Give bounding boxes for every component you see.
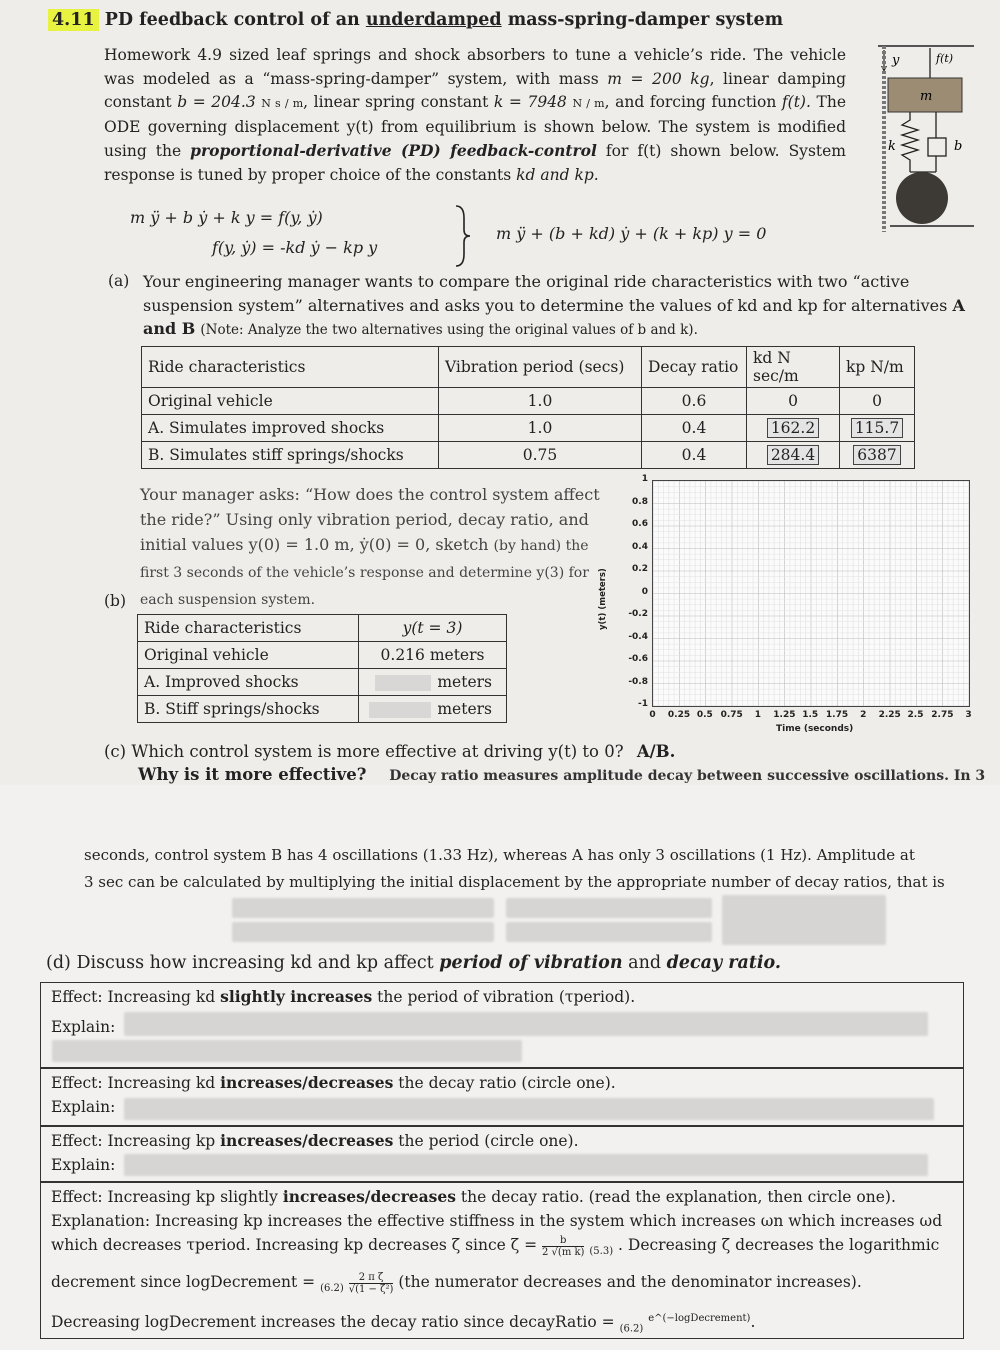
row-name: B. Stiff springs/shocks bbox=[138, 696, 359, 723]
spring-units: N / m bbox=[572, 97, 605, 111]
effect-4-pre: Effect: Increasing kp slightly bbox=[51, 1188, 278, 1206]
effect-2-pre: Effect: Increasing kd bbox=[51, 1074, 216, 1092]
intro-paragraph bbox=[104, 44, 846, 188]
part-a-label: (a) bbox=[108, 272, 130, 290]
fig-k-label: k bbox=[888, 139, 896, 154]
equation-3: m ÿ + (b + kd) ẏ + (k + kp) y = 0 bbox=[496, 224, 767, 243]
row-period: 1.0 bbox=[439, 415, 642, 442]
y-tick-label: -0.2 bbox=[628, 609, 648, 619]
part-c-cont-1: seconds, control system B has 4 oscillations (1.33 Hz), whereas A has only 3 oscillations (1 Hz). Amplitude at bbox=[84, 846, 915, 864]
x-tick-label: 3 bbox=[965, 710, 972, 720]
intro-text-1: Homework 4.9 sized leaf springs and shock absorbers to tune a vehicle’s ride. The vehicle was modeled as a “mass-spring-damper” system, with mass bbox=[104, 46, 846, 88]
section-number: 4.11 bbox=[48, 9, 99, 31]
x-tick-label: 0 bbox=[649, 710, 656, 720]
x-tick-label: 2.25 bbox=[878, 710, 901, 720]
explain-label: Explain: bbox=[51, 1098, 116, 1116]
y-tick-labels bbox=[618, 474, 650, 709]
effect-1-post: the period of vibration (τperiod). bbox=[377, 988, 636, 1006]
part-d-period: period of vibration bbox=[439, 953, 623, 973]
decay-ratio-text: Decreasing logDecrement increases the decay ratio since decayRatio = bbox=[51, 1313, 615, 1332]
answer-kd-a: 162.2 bbox=[767, 418, 819, 438]
part-a-alternatives: A and B bbox=[143, 295, 965, 339]
spring-label: , linear spring constant bbox=[303, 93, 489, 112]
part-d-question bbox=[46, 953, 781, 973]
table-row bbox=[138, 669, 507, 696]
damping-label: , linear damping constant bbox=[104, 69, 846, 112]
title-pre: PD feedback control of an bbox=[104, 10, 360, 30]
part-d-label: (d) bbox=[46, 953, 71, 973]
effect-1-pre: Effect: Increasing kd bbox=[51, 988, 216, 1006]
th-y3: y(t = 3) bbox=[359, 615, 507, 642]
row-period: 1.0 bbox=[439, 388, 642, 415]
decay-ratio-end: . bbox=[750, 1313, 756, 1332]
effect-3-pre: Effect: Increasing kp bbox=[51, 1132, 216, 1150]
damping-value: b = 204.3 bbox=[177, 93, 256, 112]
part-a-question: Your engineering manager wants to compare the original ride characteristics with two “active suspension system” alternatives and asks you to determine the values of kd and kp for alternatives bbox=[143, 272, 948, 315]
zeta-den: 2 √(m k) bbox=[542, 1246, 585, 1258]
brace-icon bbox=[452, 204, 474, 268]
part-d-decay: decay ratio. bbox=[666, 953, 782, 973]
logdec-den: √(1 − ζ²) bbox=[348, 1283, 394, 1295]
row-name: Original vehicle bbox=[138, 642, 359, 669]
logdec-text-end: (the numerator decreases and the denominator increases). bbox=[398, 1273, 862, 1292]
y-tick-label: -0.8 bbox=[628, 676, 648, 687]
mass-value: m = 200 kg bbox=[607, 69, 710, 88]
fig-y-label: y bbox=[892, 53, 900, 68]
fig-b-label: b bbox=[954, 139, 963, 154]
plot-grid bbox=[653, 481, 969, 706]
part-c-why bbox=[138, 765, 988, 784]
x-tick-label: 2.75 bbox=[931, 710, 954, 720]
forcing-label: , and forcing function bbox=[604, 93, 777, 112]
forcing-value: f(t). bbox=[781, 93, 811, 112]
y-tick-label: 0.8 bbox=[632, 496, 648, 507]
th-decay: Decay ratio bbox=[642, 347, 747, 388]
title-underlined: underdamped bbox=[365, 10, 502, 30]
part-c-label: (c) bbox=[104, 742, 127, 761]
part-b-text bbox=[140, 482, 600, 613]
spring-value: k = 7948 bbox=[493, 93, 567, 112]
table-row bbox=[138, 696, 507, 723]
row-value: meters bbox=[437, 700, 492, 718]
effect-4-explanation-3 bbox=[51, 1270, 953, 1301]
row-decay: 0.4 bbox=[642, 442, 747, 469]
part-c-why-text: Decay ratio measures amplitude decay between successive oscillations. In 3 bbox=[389, 768, 986, 784]
x-tick-label: 0.75 bbox=[720, 710, 743, 720]
damping-units: N s / m bbox=[261, 97, 304, 111]
mass-spring-damper-figure bbox=[870, 42, 980, 232]
row-value-cell bbox=[359, 696, 507, 723]
x-tick-label: 0.25 bbox=[667, 710, 691, 720]
part-b-question-2: (by hand) the first 3 seconds of the vehicle’s response and determine y(3) for each suspension system. bbox=[140, 538, 589, 608]
logdec-fraction bbox=[349, 1272, 394, 1295]
decay-ratio-exp: e^(−logDecrement) bbox=[648, 1313, 751, 1325]
row-decay: 0.6 bbox=[642, 388, 747, 415]
effect-4-explanation-2 bbox=[51, 1233, 953, 1264]
y-tick-label: 0 bbox=[641, 586, 648, 597]
effect-2-post: the decay ratio (circle one). bbox=[398, 1074, 616, 1092]
x-tick-label: 1 bbox=[754, 710, 761, 720]
x-tick-label: 1.5 bbox=[802, 710, 819, 720]
redacted-block bbox=[124, 1012, 928, 1036]
equation-1: m ÿ + b ẏ + k y = f(y, ẏ) bbox=[130, 208, 323, 227]
redacted-answer bbox=[369, 702, 431, 718]
effect-4-post: the decay ratio. (read the explanation, then circle one). bbox=[460, 1188, 896, 1206]
answer-kd-b: 284.4 bbox=[767, 445, 819, 465]
x-axis-label: Time (seconds) bbox=[776, 724, 854, 734]
eq-ref: (6.2) bbox=[619, 1323, 644, 1335]
response-plot bbox=[652, 480, 970, 707]
th-ride-b: Ride characteristics bbox=[138, 615, 359, 642]
x-tick-labels bbox=[649, 710, 982, 724]
effect-2-circle-choice[interactable]: increases/decreases bbox=[220, 1073, 394, 1092]
part-c-question: Which control system is more effective at driving y(t) to 0? bbox=[131, 742, 624, 761]
part-c-why-label: Why is it more effective? bbox=[138, 765, 367, 784]
effect-4-circle-choice[interactable]: increases/decreases bbox=[282, 1187, 456, 1206]
x-tick-label: 2.5 bbox=[907, 710, 924, 720]
explain-label: Explain: bbox=[51, 1018, 116, 1036]
y-axis-label: y(t) (meters) bbox=[598, 568, 608, 630]
th-kp: kp N/m bbox=[840, 347, 915, 388]
part-b-label: (b) bbox=[104, 592, 127, 610]
part-c-cont-2: 3 sec can be calculated by multiplying the initial displacement by the appropriate number of decay ratios, that is bbox=[84, 873, 945, 891]
effect-box-4 bbox=[40, 1182, 964, 1339]
eq-ref: (6.2) bbox=[320, 1283, 344, 1295]
table-row bbox=[142, 415, 915, 442]
th-kd: kd N sec/m bbox=[747, 347, 840, 388]
row-name: Original vehicle bbox=[142, 388, 439, 415]
pd-control-text: proportional-derivative (PD) feedback-control bbox=[190, 141, 597, 161]
redacted-block bbox=[506, 898, 712, 918]
section-title bbox=[48, 10, 783, 30]
x-tick-label: 1.25 bbox=[773, 710, 796, 720]
intro-text-2: The ODE governing displacement y(t) from equilibrium is shown below. The system is modified using the bbox=[104, 93, 847, 161]
part-c-continued bbox=[84, 842, 984, 896]
y-tick-label: -0.4 bbox=[628, 631, 648, 642]
y-tick-label: 1 bbox=[641, 474, 648, 484]
row-name: B. Simulates stiff springs/shocks bbox=[142, 442, 439, 469]
effect-4-explanation-4 bbox=[51, 1307, 953, 1341]
y-tick-label: 0.2 bbox=[632, 564, 648, 574]
row-name: A. Improved shocks bbox=[138, 669, 359, 696]
effect-4-explanation-1: Explanation: Increasing kp increases the effective stiffness in the system which increases ωn which increases ωd bbox=[51, 1212, 943, 1230]
table-b-header bbox=[138, 615, 507, 642]
redacted-block bbox=[232, 898, 494, 918]
part-a-note: (Note: Analyze the two alternatives using the original values of b and k). bbox=[200, 322, 698, 339]
x-tick-label: 0.5 bbox=[696, 710, 713, 720]
part-d-and: and bbox=[628, 953, 662, 973]
effect-3-post: the period (circle one). bbox=[398, 1132, 579, 1150]
zeta-num: b bbox=[542, 1235, 584, 1247]
part-d-question-pre: Discuss how increasing kd and kp affect bbox=[76, 953, 434, 973]
row-value: 0.216 meters bbox=[359, 642, 507, 669]
part-c-answer: A/B. bbox=[636, 742, 676, 761]
intro-text-4: kd and kp. bbox=[516, 165, 599, 184]
effect-1-bold: slightly increases bbox=[220, 987, 373, 1006]
redacted-block bbox=[722, 895, 886, 945]
table-a-header bbox=[142, 347, 915, 388]
table-row bbox=[138, 642, 507, 669]
part-c-line bbox=[104, 740, 675, 764]
answer-kp-a: 115.7 bbox=[851, 418, 903, 438]
row-name: A. Simulates improved shocks bbox=[142, 415, 439, 442]
row-kp: 0 bbox=[840, 388, 915, 415]
logdec-num: 2 π ζ bbox=[349, 1272, 394, 1284]
y-tick-label: -0.6 bbox=[628, 654, 648, 664]
row-kd: 0 bbox=[747, 388, 840, 415]
table-a bbox=[141, 346, 915, 469]
y-tick-label: -1 bbox=[638, 699, 648, 709]
redacted-block bbox=[124, 1154, 928, 1176]
part-b-question: Your manager asks: “How does the control system affect the ride?” Using only vibration period, decay ratio, and initial values y(0) = 1.0 m, ẏ(0) = 0, sketch bbox=[140, 485, 600, 554]
row-value-cell bbox=[359, 669, 507, 696]
intro-text-3: for f(t) shown below. System response is tuned by proper choice of the constants bbox=[104, 142, 846, 184]
row-period: 0.75 bbox=[439, 442, 642, 469]
part-a-text bbox=[143, 270, 965, 343]
table-row bbox=[142, 442, 915, 469]
eq-ref: (5.3) bbox=[589, 1246, 614, 1258]
equation-2: f(y, ẏ) = -kd ẏ − kp y bbox=[212, 238, 378, 257]
wheel-icon bbox=[896, 172, 948, 224]
title-post: mass-spring-damper system bbox=[507, 10, 784, 30]
th-ride: Ride characteristics bbox=[142, 347, 439, 388]
row-decay: 0.4 bbox=[642, 415, 747, 442]
y-tick-label: 0.6 bbox=[632, 519, 648, 529]
x-tick-label: 1.75 bbox=[825, 710, 849, 720]
explain-label: Explain: bbox=[51, 1156, 116, 1174]
answer-kp-b: 6387 bbox=[853, 445, 900, 465]
redacted-block bbox=[506, 922, 712, 942]
row-value: meters bbox=[437, 673, 492, 691]
table-b bbox=[137, 614, 507, 723]
table-row bbox=[142, 388, 915, 415]
logdec-text: decrement since logDecrement = bbox=[51, 1273, 316, 1292]
fig-mass-label: m bbox=[920, 89, 933, 104]
zeta-fraction bbox=[542, 1235, 584, 1258]
redacted-answer bbox=[375, 675, 431, 691]
fig-f-label: f(t) bbox=[936, 52, 954, 65]
x-tick-label: 2 bbox=[860, 710, 867, 720]
zeta-text-end: . Decreasing ζ decreases the logarithmic bbox=[618, 1236, 940, 1254]
redacted-block bbox=[232, 922, 494, 942]
spring-icon bbox=[902, 112, 918, 172]
redacted-block bbox=[124, 1098, 934, 1120]
effect-3-circle-choice[interactable]: increases/decreases bbox=[220, 1131, 394, 1150]
redacted-block bbox=[52, 1040, 522, 1062]
y-tick-label: 0.4 bbox=[632, 541, 648, 552]
th-period: Vibration period (secs) bbox=[439, 347, 642, 388]
zeta-text: which decreases τperiod. Increasing kp decreases ζ since ζ = bbox=[51, 1236, 538, 1254]
